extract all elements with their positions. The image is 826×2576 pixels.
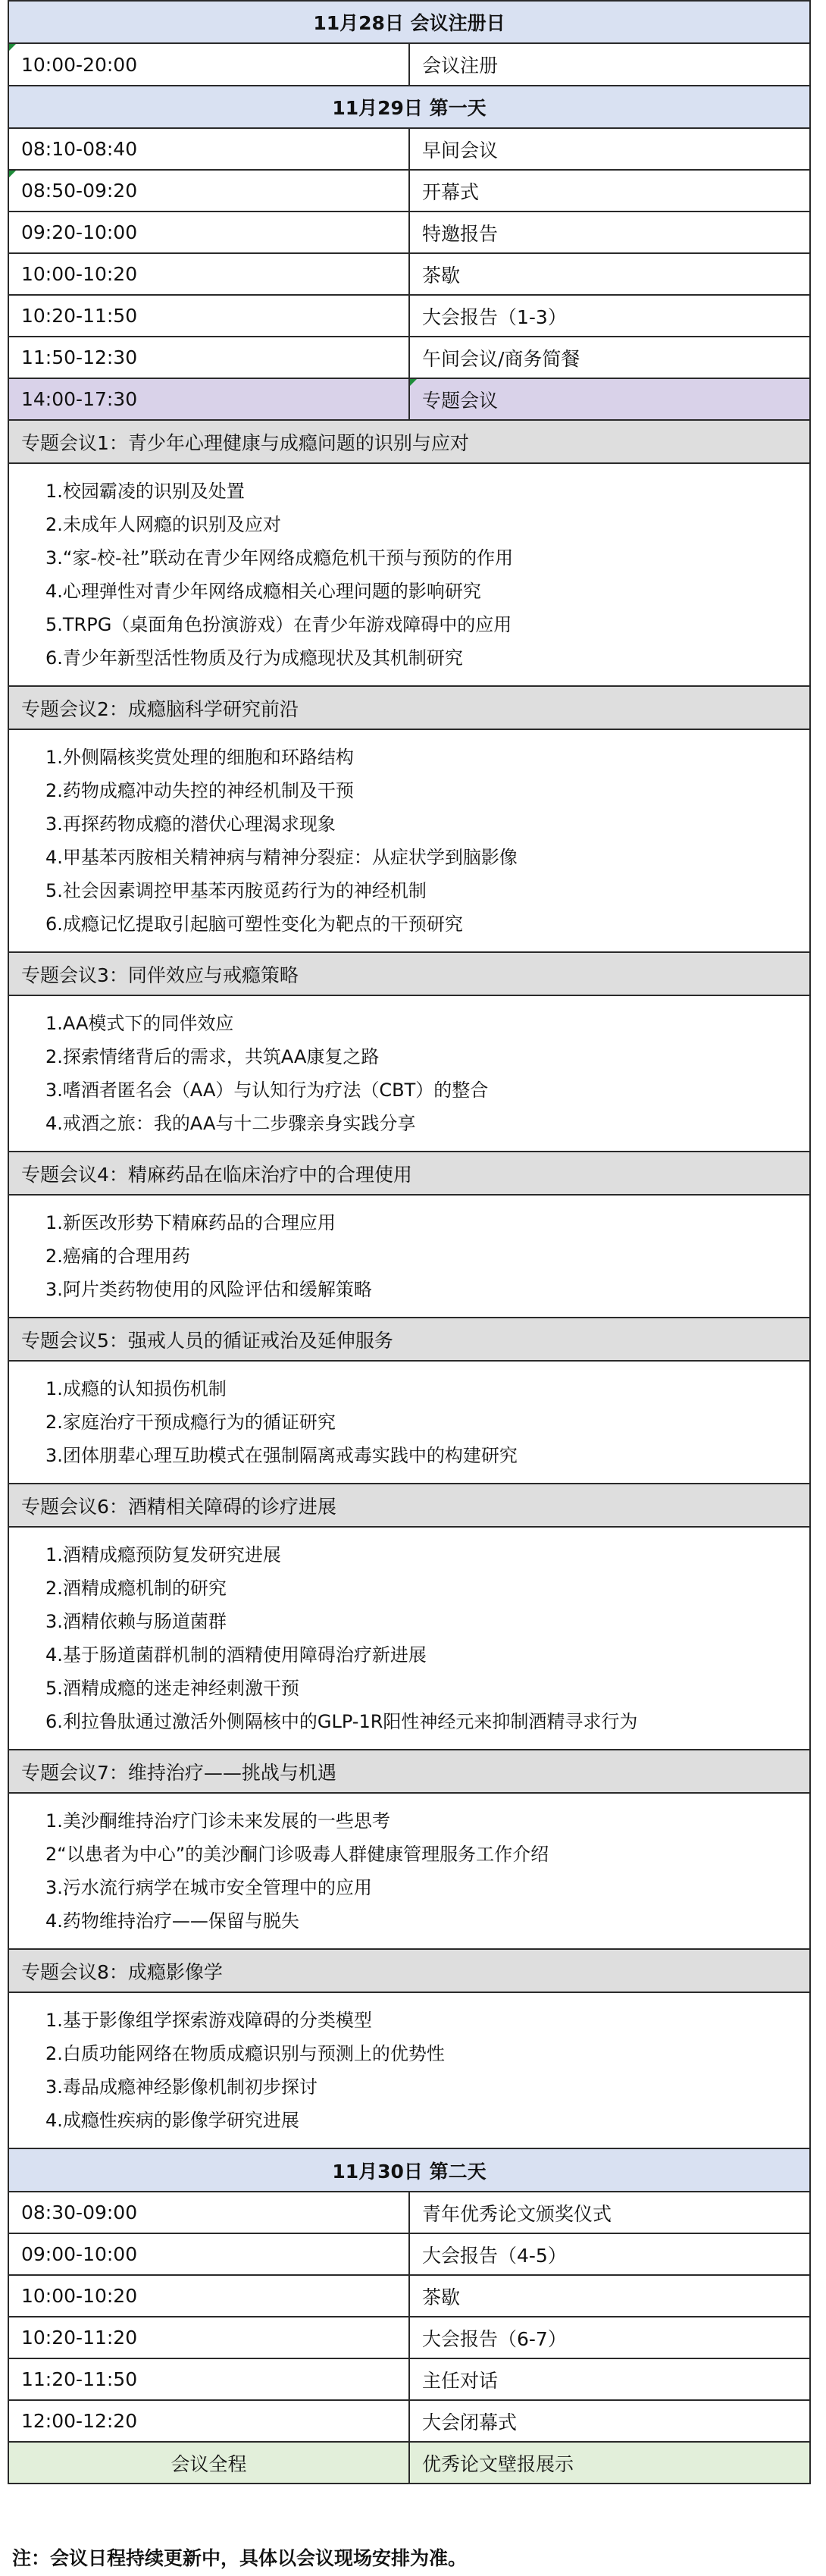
event-cell: 主任对话 [409, 2358, 810, 2400]
event-cell: 大会报告（1-3） [409, 295, 810, 337]
session-items [8, 1992, 810, 2148]
session-item-list [45, 1804, 797, 1938]
list-item: 1.基于影像组学探索游戏障碍的分类模型 [45, 2010, 372, 2031]
list-item: 2.药物成瘾冲动失控的神经机制及干预 [45, 780, 354, 801]
time-cell: 11:20-11:50 [8, 2358, 409, 2400]
schedule-row [8, 2275, 810, 2317]
event-cell: 特邀报告 [409, 212, 810, 253]
list-item: 2.探索情绪背后的需求，共筑AA康复之路 [45, 1046, 380, 1067]
list-item: 4.药物维持治疗——保留与脱失 [45, 1910, 299, 1932]
event-cell: 青年优秀论文颁奖仪式 [409, 2192, 810, 2233]
schedule-row [8, 212, 810, 253]
time-cell: 08:10-08:40 [8, 128, 409, 170]
session-item-list [45, 1538, 797, 1738]
schedule-row-poster [8, 2442, 810, 2484]
session-item-list [45, 1372, 797, 1472]
schedule-row [8, 2358, 810, 2400]
event-cell: 大会报告（4-5） [409, 2233, 810, 2275]
session-item-list [45, 2004, 797, 2137]
event-cell: 大会闭幕式 [409, 2400, 810, 2442]
event-cell: 专题会议 [409, 378, 810, 420]
session-items [8, 1195, 810, 1318]
time-cell: 08:50-09:20 [8, 170, 409, 212]
session-title: 专题会议8：成瘾影像学 [8, 1949, 810, 1992]
list-item: 1.AA模式下的同伴效应 [45, 1013, 234, 1034]
event-cell: 开幕式 [409, 170, 810, 212]
event-cell: 优秀论文壁报展示 [409, 2442, 810, 2484]
session-header [8, 1318, 810, 1361]
day-title: 11月29日 第一天 [8, 86, 810, 128]
time-cell: 12:00-12:20 [8, 2400, 409, 2442]
time-cell: 11:50-12:30 [8, 337, 409, 378]
event-cell: 茶歇 [409, 253, 810, 295]
session-items [8, 729, 810, 952]
list-item: 2.家庭治疗干预成瘾行为的循证研究 [45, 1412, 336, 1433]
schedule-row [8, 170, 810, 212]
list-item: 2“以患者为中心”的美沙酮门诊吸毒人群健康管理服务工作介绍 [45, 1844, 549, 1865]
list-item: 6.青少年新型活性物质及行为成瘾现状及其机制研究 [45, 647, 463, 669]
session-title: 专题会议4：精麻药品在临床治疗中的合理使用 [8, 1152, 810, 1195]
event-cell: 早间会议 [409, 128, 810, 170]
session-items [8, 1527, 810, 1750]
session-header [8, 1949, 810, 1992]
time-cell: 10:00-20:00 [8, 43, 409, 86]
day-header-nov29 [8, 86, 810, 128]
time-cell: 08:30-09:00 [8, 2192, 409, 2233]
list-item: 6.利拉鲁肽通过激活外侧隔核中的GLP-1R阳性神经元来抑制酒精寻求行为 [45, 1711, 638, 1732]
session-header [8, 1152, 810, 1195]
list-item: 1.美沙酮维持治疗门诊未来发展的一些思考 [45, 1810, 390, 1832]
event-cell: 会议注册 [409, 43, 810, 86]
session-title: 专题会议7：维持治疗——挑战与机遇 [8, 1750, 810, 1793]
session-title: 专题会议5：强戒人员的循证戒治及延伸服务 [8, 1318, 810, 1361]
schedule-table [8, 0, 811, 2484]
time-cell: 09:00-10:00 [8, 2233, 409, 2275]
event-cell: 茶歇 [409, 2275, 810, 2317]
list-item: 2.癌痛的合理用药 [45, 1246, 190, 1267]
session-header [8, 686, 810, 729]
list-item: 3.再探药物成瘾的潜伏心理渴求现象 [45, 813, 336, 835]
session-header [8, 1484, 810, 1527]
list-item: 3.嗜酒者匿名会（AA）与认知行为疗法（CBT）的整合 [45, 1080, 489, 1101]
time-cell: 10:00-10:20 [8, 253, 409, 295]
session-items [8, 1793, 810, 1949]
event-cell: 午间会议/商务简餐 [409, 337, 810, 378]
schedule-row-highlighted [8, 378, 810, 420]
session-header [8, 1750, 810, 1793]
footnote: 注：会议日程持续更新中，具体以会议现场安排为准。 [12, 2547, 468, 2569]
session-title: 专题会议1：青少年心理健康与成瘾问题的识别与应对 [8, 420, 810, 463]
day-title: 11月30日 第二天 [8, 2148, 810, 2192]
list-item: 5.社会因素调控甲基苯丙胺觅药行为的神经机制 [45, 880, 427, 901]
schedule-row [8, 337, 810, 378]
session-items [8, 463, 810, 686]
list-item: 5.酒精成瘾的迷走神经刺激干预 [45, 1678, 299, 1699]
schedule-row [8, 295, 810, 337]
list-item: 4.成瘾性疾病的影像学研究进展 [45, 2110, 299, 2131]
schedule-row [8, 2233, 810, 2275]
list-item: 4.基于肠道菌群机制的酒精使用障碍治疗新进展 [45, 1644, 427, 1666]
list-item: 4.心理弹性对青少年网络成瘾相关心理问题的影响研究 [45, 581, 481, 602]
schedule-row [8, 253, 810, 295]
list-item: 2.未成年人网瘾的识别及应对 [45, 514, 281, 535]
time-cell: 10:20-11:20 [8, 2317, 409, 2358]
time-cell: 10:00-10:20 [8, 2275, 409, 2317]
session-title: 专题会议6：酒精相关障碍的诊疗进展 [8, 1484, 810, 1527]
list-item: 3.阿片类药物使用的风险评估和缓解策略 [45, 1279, 372, 1300]
time-cell: 14:00-17:30 [8, 378, 409, 420]
session-header [8, 952, 810, 995]
schedule-row [8, 2192, 810, 2233]
list-item: 1.外侧隔核奖赏处理的细胞和环路结构 [45, 747, 354, 768]
session-item-list [45, 1007, 797, 1140]
session-item-list [45, 475, 797, 675]
list-item: 5.TRPG（桌面角色扮演游戏）在青少年游戏障碍中的应用 [45, 614, 512, 635]
time-cell: 10:20-11:50 [8, 295, 409, 337]
list-item: 1.酒精成瘾预防复发研究进展 [45, 1544, 281, 1565]
session-item-list [45, 1206, 797, 1306]
list-item: 2.酒精成瘾机制的研究 [45, 1578, 227, 1599]
day-header-nov28 [8, 1, 810, 43]
session-header [8, 420, 810, 463]
session-title: 专题会议3：同伴效应与戒瘾策略 [8, 952, 810, 995]
list-item: 2.白质功能网络在物质成瘾识别与预测上的优势性 [45, 2043, 445, 2064]
schedule-row [8, 128, 810, 170]
session-item-list [45, 741, 797, 941]
schedule-row [8, 2317, 810, 2358]
day-header-nov30 [8, 2148, 810, 2192]
list-item: 3.毒品成瘾神经影像机制初步探讨 [45, 2076, 318, 2098]
time-cell: 09:20-10:00 [8, 212, 409, 253]
event-cell: 大会报告（6-7） [409, 2317, 810, 2358]
schedule-row [8, 43, 810, 86]
list-item: 1.校园霸凌的识别及处置 [45, 481, 245, 502]
list-item: 6.成瘾记忆提取引起脑可塑性变化为靶点的干预研究 [45, 914, 463, 935]
time-cell: 会议全程 [8, 2442, 409, 2484]
session-items [8, 995, 810, 1152]
session-title: 专题会议2：成瘾脑科学研究前沿 [8, 686, 810, 729]
day-title: 11月28日 会议注册日 [8, 1, 810, 43]
list-item: 3.酒精依赖与肠道菌群 [45, 1611, 227, 1632]
list-item: 4.甲基苯丙胺相关精神病与精神分裂症：从症状学到脑影像 [45, 847, 518, 868]
list-item: 3.污水流行病学在城市安全管理中的应用 [45, 1877, 372, 1898]
session-items [8, 1361, 810, 1484]
list-item: 3.团体朋辈心理互助模式在强制隔离戒毒实践中的构建研究 [45, 1445, 518, 1466]
list-item: 4.戒酒之旅：我的AA与十二步骤亲身实践分享 [45, 1113, 416, 1134]
list-item: 1.成瘾的认知损伤机制 [45, 1378, 227, 1399]
list-item: 1.新医改形势下精麻药品的合理应用 [45, 1212, 336, 1233]
schedule-row [8, 2400, 810, 2442]
list-item: 3.“家-校-社”联动在青少年网络成瘾危机干预与预防的作用 [45, 547, 514, 569]
